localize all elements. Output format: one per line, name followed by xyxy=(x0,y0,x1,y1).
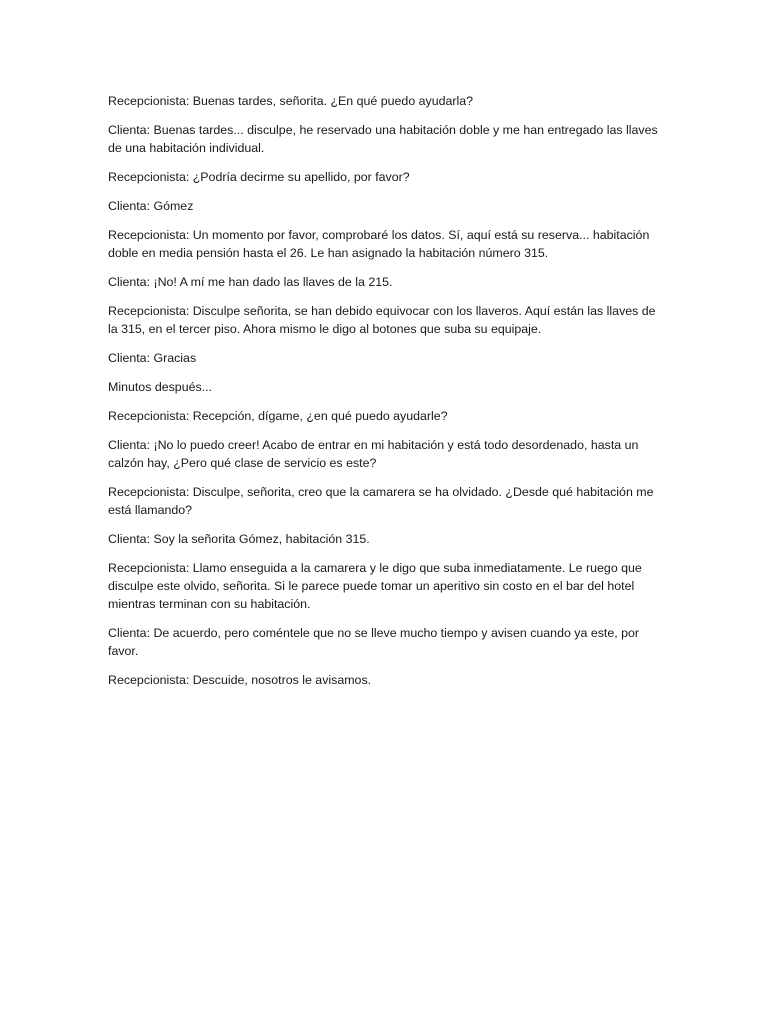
dialogue-line: Clienta: Soy la señorita Gómez, habitación 315. xyxy=(108,532,370,546)
dialogue-line: Recepcionista: Un momento por favor, comprobaré los datos. Sí, aquí está su reserva... habitación doble en media pensión hasta el 26. Le han asignado la habitación número 315. xyxy=(108,228,650,260)
dialogue-line: Clienta: Gracias xyxy=(108,351,197,365)
dialogue-line: Recepcionista: Descuide, nosotros le avisamos. xyxy=(108,673,372,687)
scene-transition: Minutos después... xyxy=(108,380,213,394)
dialogue-line: Clienta: Gómez xyxy=(108,199,194,213)
dialogue-line: Clienta: De acuerdo, pero coméntele que no se lleve mucho tiempo y avisen cuando ya este, por favor. xyxy=(108,626,640,658)
dialogue-line: Recepcionista: Recepción, dígame, ¿en qué puedo ayudarle? xyxy=(108,409,448,423)
dialogue-line: Recepcionista: ¿Podría decirme su apellido, por favor? xyxy=(108,170,410,184)
dialogue-line: Clienta: Buenas tardes... disculpe, he reservado una habitación doble y me han entregado las llaves de una habitación individual. xyxy=(108,123,658,155)
dialogue-line: Recepcionista: Disculpe señorita, se han debido equivocar con los llaveros. Aquí están las llaves de la 315, en el tercer piso. Ahora mismo le digo al botones que suba su equipaje. xyxy=(108,304,656,336)
dialogue-line: Clienta: ¡No lo puedo creer! Acabo de entrar en mi habitación y está todo desordenado, hasta un calzón hay, ¿Pero qué clase de servicio es este? xyxy=(108,438,639,470)
dialogue-line: Clienta: ¡No! A mí me han dado las llaves de la 215. xyxy=(108,275,393,289)
dialogue-line: Recepcionista: Llamo enseguida a la camarera y le digo que suba inmediatamente. Le ruego que disculpe este olvido, señorita. Si le parece puede tomar un aperitivo sin costo en el bar del hotel mientras terminan con su habitación. xyxy=(108,561,642,611)
dialogue-line: Recepcionista: Buenas tardes, señorita. ¿En qué puedo ayudarla? xyxy=(108,94,474,108)
dialogue-line: Recepcionista: Disculpe, señorita, creo que la camarera se ha olvidado. ¿Desde qué habitación me está llamando? xyxy=(108,485,654,517)
document-page xyxy=(108,92,664,700)
